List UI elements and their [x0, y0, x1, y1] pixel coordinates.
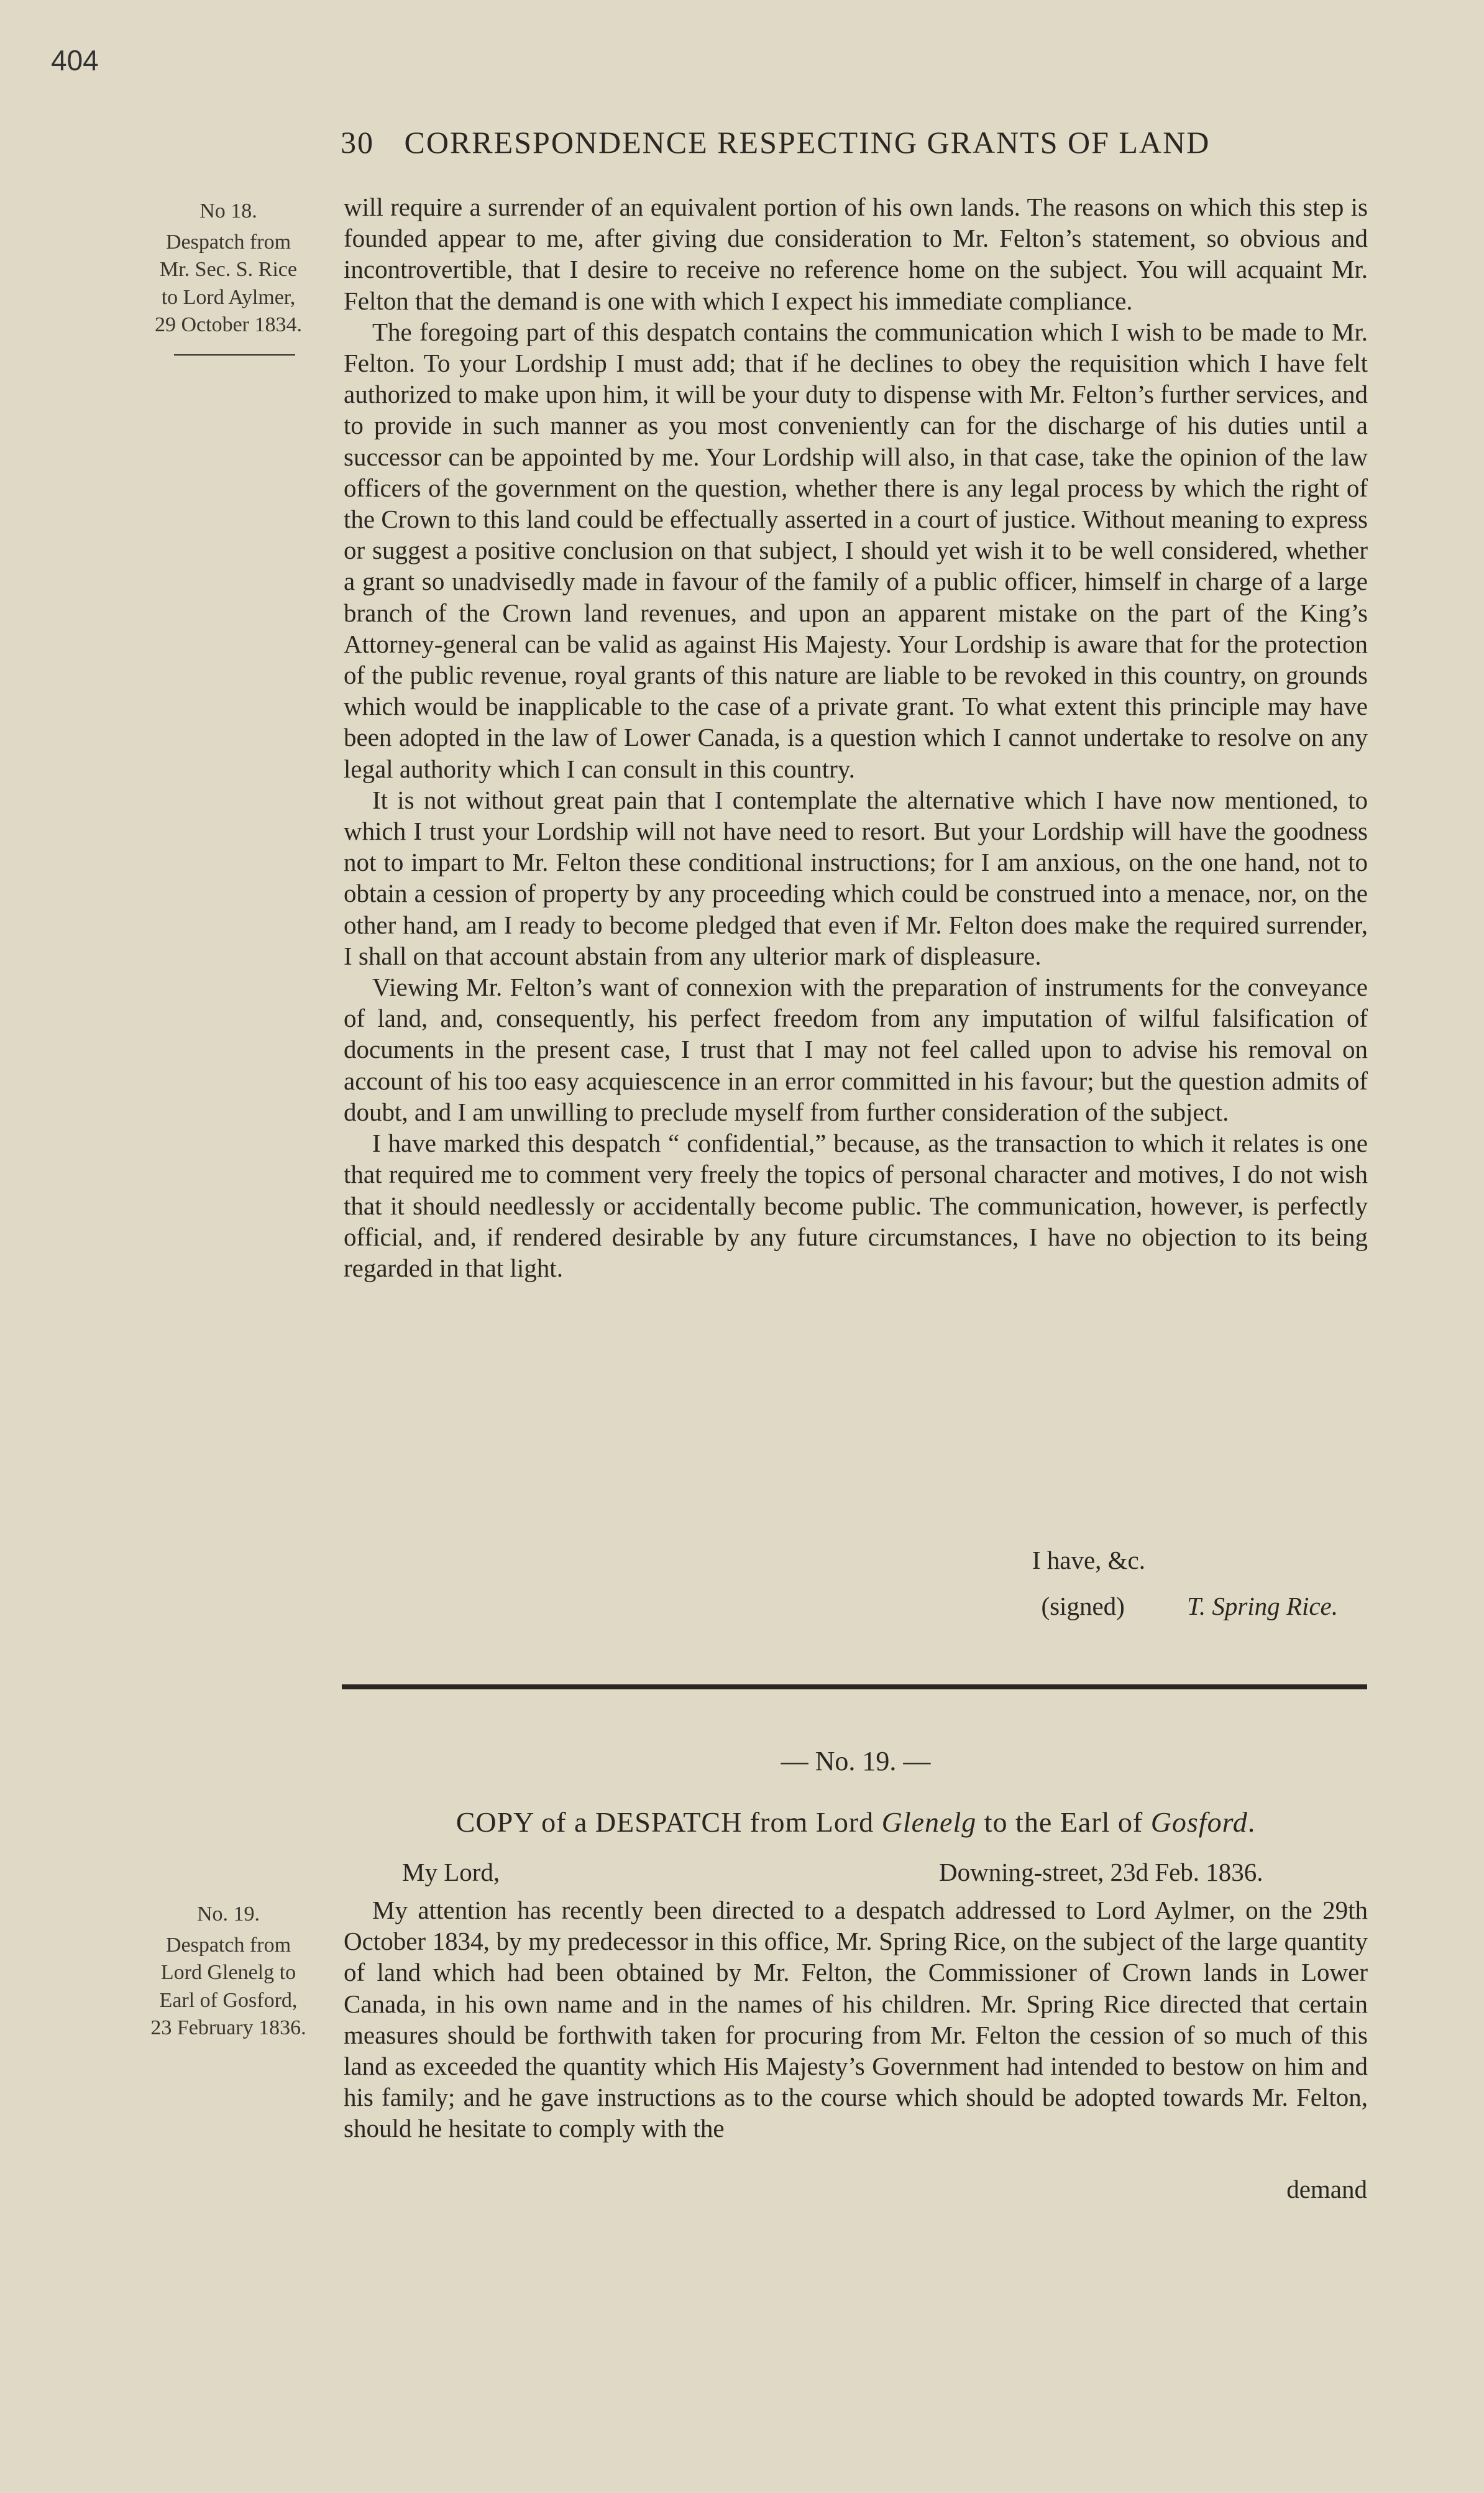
margin-note-line: Mr. Sec. S. Rice: [160, 258, 297, 282]
despatch-18-body: [344, 191, 1368, 1283]
margin-note-number: No 18.: [199, 200, 257, 223]
paragraph: Viewing Mr. Felton’s want of connexion with the preparation of instruments for the conveyance of land, and, consequently, his perfect freedom from any imputation of wilful falsification of documents in the present case, I trust that I may not feel called upon to advise his removal on account of his too easy acquiescence in an error committed in his favour; but the question admits of doubt, and I am unwilling to preclude myself from further consideration of the subject.: [344, 973, 1368, 1126]
margin-note-line: Lord Glenelg to: [160, 1961, 296, 1985]
title-suffix: .: [1247, 1806, 1256, 1838]
closing-formula: I have, &c.: [1032, 1546, 1145, 1574]
title-prefix: COPY of a DESPATCH from Lord: [456, 1806, 882, 1838]
margin-note-line: 29 October 1834.: [154, 313, 302, 336]
signature-line: [344, 1587, 1338, 1625]
despatch-number-heading: — No. 19. —: [781, 1746, 931, 1776]
margin-note-18: [127, 198, 329, 339]
margin-note-line: 23 February 1836.: [150, 2016, 306, 2039]
page-number: 30: [341, 125, 374, 160]
section-divider: [342, 1684, 1367, 1689]
title-sender: Glenelg: [881, 1806, 977, 1838]
despatch-title: [344, 1806, 1368, 1839]
margin-divider: [174, 354, 295, 356]
paragraph: The foregoing part of this despatch contains the communication which I wish to be made to Mr. Felton. To your Lordship I must add; that if he declines to obey the requisition which I have felt authorized to make upon him, it will be your duty to dispense with Mr. Felton’s further services, and to provide in such manner as you most conveniently can for the discharge of his duties until a successor can be appointed by me. Your Lordship will also, in that case, take the opinion of the law officers of the government on the question, whether there is any legal process by which the right of the Crown to this land could be effectually asserted in a court of justice. Without meaning to express or suggest a positive conclusion on that subject, I should yet wish it to be well considered, whether a grant so unadvisedly made in favour of the family of a public officer, himself in charge of a large branch of the Crown land revenues, and upon an apparent mistake on the part of the King’s Attorney-general can be valid as against His Majesty. Your Lordship is aware that for the protection of the public revenue, royal grants of this nature are liable to be revoked in this country, on grounds which would be inapplicable to the case of a private grant. To what extent this principle may have been adopted in the law of Lower Canada, is a question which I cannot undertake to resolve on any legal authority which I can consult in this country.: [344, 317, 1368, 783]
margin-note-line: Earl of Gosford,: [159, 1988, 298, 2012]
title-recipient: Gosford: [1150, 1806, 1248, 1838]
dateline: Downing-street, 23d Feb. 1836.: [939, 1858, 1263, 1886]
margin-note-number: No. 19.: [196, 1903, 260, 1926]
despatch-19-body: [344, 1894, 1368, 2144]
paragraph: will require a surrender of an equivalent portion of his own lands. The reasons on which this step is founded appear to me, after giving due consideration to Mr. Felton’s statement, so obvious and incontrovertible, that I desire to receive no reference home on the subject. You will acquaint Mr. Felton that the demand is one with which I expect his immediate compliance.: [344, 193, 1368, 315]
signed-label: (signed): [1041, 1592, 1125, 1620]
running-head-title: CORRESPONDENCE RESPECTING GRANTS OF LAND: [404, 125, 1211, 160]
despatch-18-closing: [344, 1541, 1338, 1625]
margin-note-line: Despatch from: [165, 231, 291, 254]
continued-word: demand: [1286, 2175, 1367, 2203]
paragraph: It is not without great pain that I contemplate the alternative which I have now mentioned, to which I trust your Lordship will not have need to resort. But your Lordship will have the goodness not to impart to Mr. Felton these conditional instructions; for I am anxious, on the one hand, not to obtain a cession of property by any proceeding which could be construed into a menace, nor, on the other hand, am I ready to become pledged that even if Mr. Felton does make the required surrender, I shall on that account abstain from any ulterior mark of displeasure.: [344, 785, 1368, 970]
paragraph: I have marked this despatch “ confidential,” because, as the transaction to which it relates is one that required me to comment very freely the topics of personal character and motives, I do not wish that it should needlessly or accidentally become public. The communication, however, is perfectly official, and, if rendered desirable by any future circumstances, I have no objection to its being regarded in that light.: [344, 1129, 1368, 1282]
title-middle: to the Earl of: [976, 1806, 1151, 1838]
paragraph: My attention has recently been directed to a despatch addressed to Lord Aylmer, on the 29th October 1834, by my predecessor in this office, Mr. Spring Rice, on the subject of the large quantity of land which had been obtained by Mr. Felton, the Commissioner of Crown lands in Lower Canada, in his own name and in the names of his children. Mr. Spring Rice directed that certain measures should be forthwith taken for procuring from Mr. Felton the cession of so much of this land as exceeded the quantity which His Majesty’s Government had intended to bestow on him and his family; and he gave instructions as to the course which should be adopted towards Mr. Felton, should he hesitate to comply with the: [344, 1896, 1368, 2143]
running-head: [341, 124, 1372, 160]
signer-name: T. Spring Rice.: [1187, 1592, 1338, 1620]
margin-note-line: Despatch from: [165, 1934, 291, 1957]
scan-page-number: 404: [51, 44, 99, 76]
margin-note-line: to Lord Aylmer,: [161, 285, 296, 309]
margin-note-19: [127, 1901, 329, 2042]
greeting: My Lord,: [402, 1858, 500, 1886]
